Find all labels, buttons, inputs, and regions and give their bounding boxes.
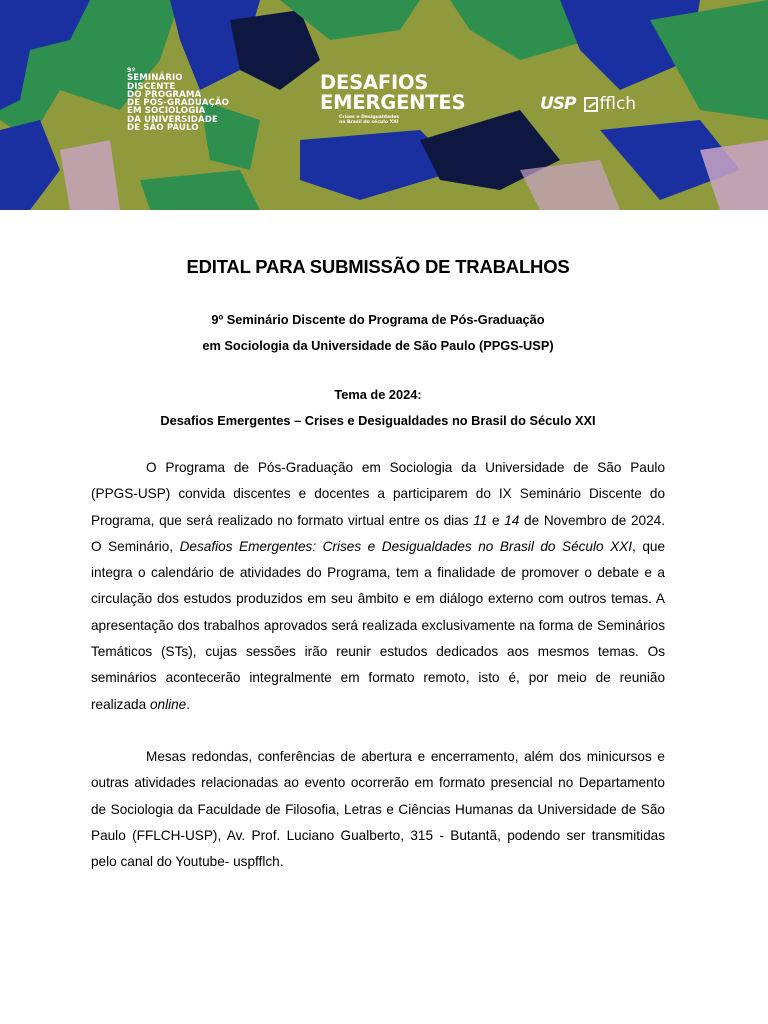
p1-day1: 11 [473, 512, 488, 528]
program-line2: em Sociologia da Universidade de São Paulo (PPGS-USP) [202, 338, 554, 353]
seminar-line: DO PROGRAMA [127, 89, 202, 100]
seminar-name-block [127, 66, 229, 132]
event-subtitle [339, 115, 465, 125]
theme-label: Tema de 2024: [334, 387, 422, 402]
fflch-logo-text: fflch [599, 94, 637, 114]
p2-text: Mesas redondas, conferências de abertura e encerramento, além dos minicursos e outras atividades relacionadas ao evento ocorrerão em formato presencial no Departamento de Sociologia da Faculdade de Filosofia, Letras e Ciências Humanas da Universidade de São Paulo (FFLCH-USP), Av. Prof. Luciano Gualberto, 315 - Butantã, podendo ser transmitidas pelo canal do Youtube- uspfflch. [91, 748, 665, 870]
fflch-logo [584, 94, 637, 114]
document-body [91, 250, 665, 875]
p1-online: online [149, 696, 187, 712]
theme-text: Desafios Emergentes – Crises e Desigualdades no Brasil do Século XXI [160, 413, 596, 428]
event-logo [320, 73, 465, 125]
header-banner [0, 0, 768, 210]
seminar-line: EM SOCIOLOGIA [127, 106, 206, 117]
event-subtitle-line1: Crises e Desigualdades [339, 115, 400, 120]
university-logos [540, 94, 636, 114]
seminar-line: 9º [127, 66, 136, 74]
seminar-line: SEMINÁRIO [127, 73, 183, 84]
p1-text-b: e [487, 512, 505, 528]
p1-text-c: de Novembro de 2024. O Seminário, [91, 512, 666, 554]
paragraph-intro [91, 455, 665, 718]
p1-event-name: Desafios Emergentes: Crises e Desigualdades no Brasil do Século XXI [179, 538, 633, 554]
theme-heading [91, 382, 665, 434]
p1-text-a: O Programa de Pós-Graduação em Sociologia da Universidade de São Paulo (PPGS-USP) convida discentes e docentes a participarem do IX Seminário Discente do Programa, que será realizado no formato virtual entre os dias [91, 460, 665, 528]
usp-logo: USP [540, 94, 576, 114]
seminar-line: DE SÃO PAULO [127, 123, 199, 134]
event-title-line2: EMERGENTES [320, 91, 466, 114]
page-title: EDITAL PARA SUBMISSÃO DE TRABALHOS [186, 256, 570, 277]
seminar-line: DE PÓS-GRADUAÇÃO [127, 98, 230, 109]
p1-text-e: . [186, 696, 191, 712]
p1-text-d: , que integra o calendário de atividades do Programa, tem a finalidade de promover o debate e a circulação dos estudos produzidos em seu âmbito e em diálogo externo com outros temas. A apresentação dos trabalhos aprovados será realizada exclusivamente na forma de Seminários Temáticos (STs), cujas sessões irão reunir estudos dedicados aos mesmos temas. Os seminários acontecerão integralmente em formato remoto, isto é, por meio de reunião realizada [91, 538, 665, 712]
event-title-line1: DESAFIOS [320, 71, 429, 94]
seminar-line: DA UNIVERSIDADE [127, 114, 218, 125]
program-line1: 9º Seminário Discente do Programa de Pós-Graduação [211, 312, 545, 327]
p1-day2: 14 [504, 512, 520, 528]
seminar-line: DISCENTE [127, 81, 176, 92]
event-subtitle-line2: no Brasil do século XXI [339, 120, 399, 125]
program-heading [91, 307, 665, 359]
paragraph-activities [91, 744, 665, 875]
fflch-mark-icon [584, 97, 598, 112]
